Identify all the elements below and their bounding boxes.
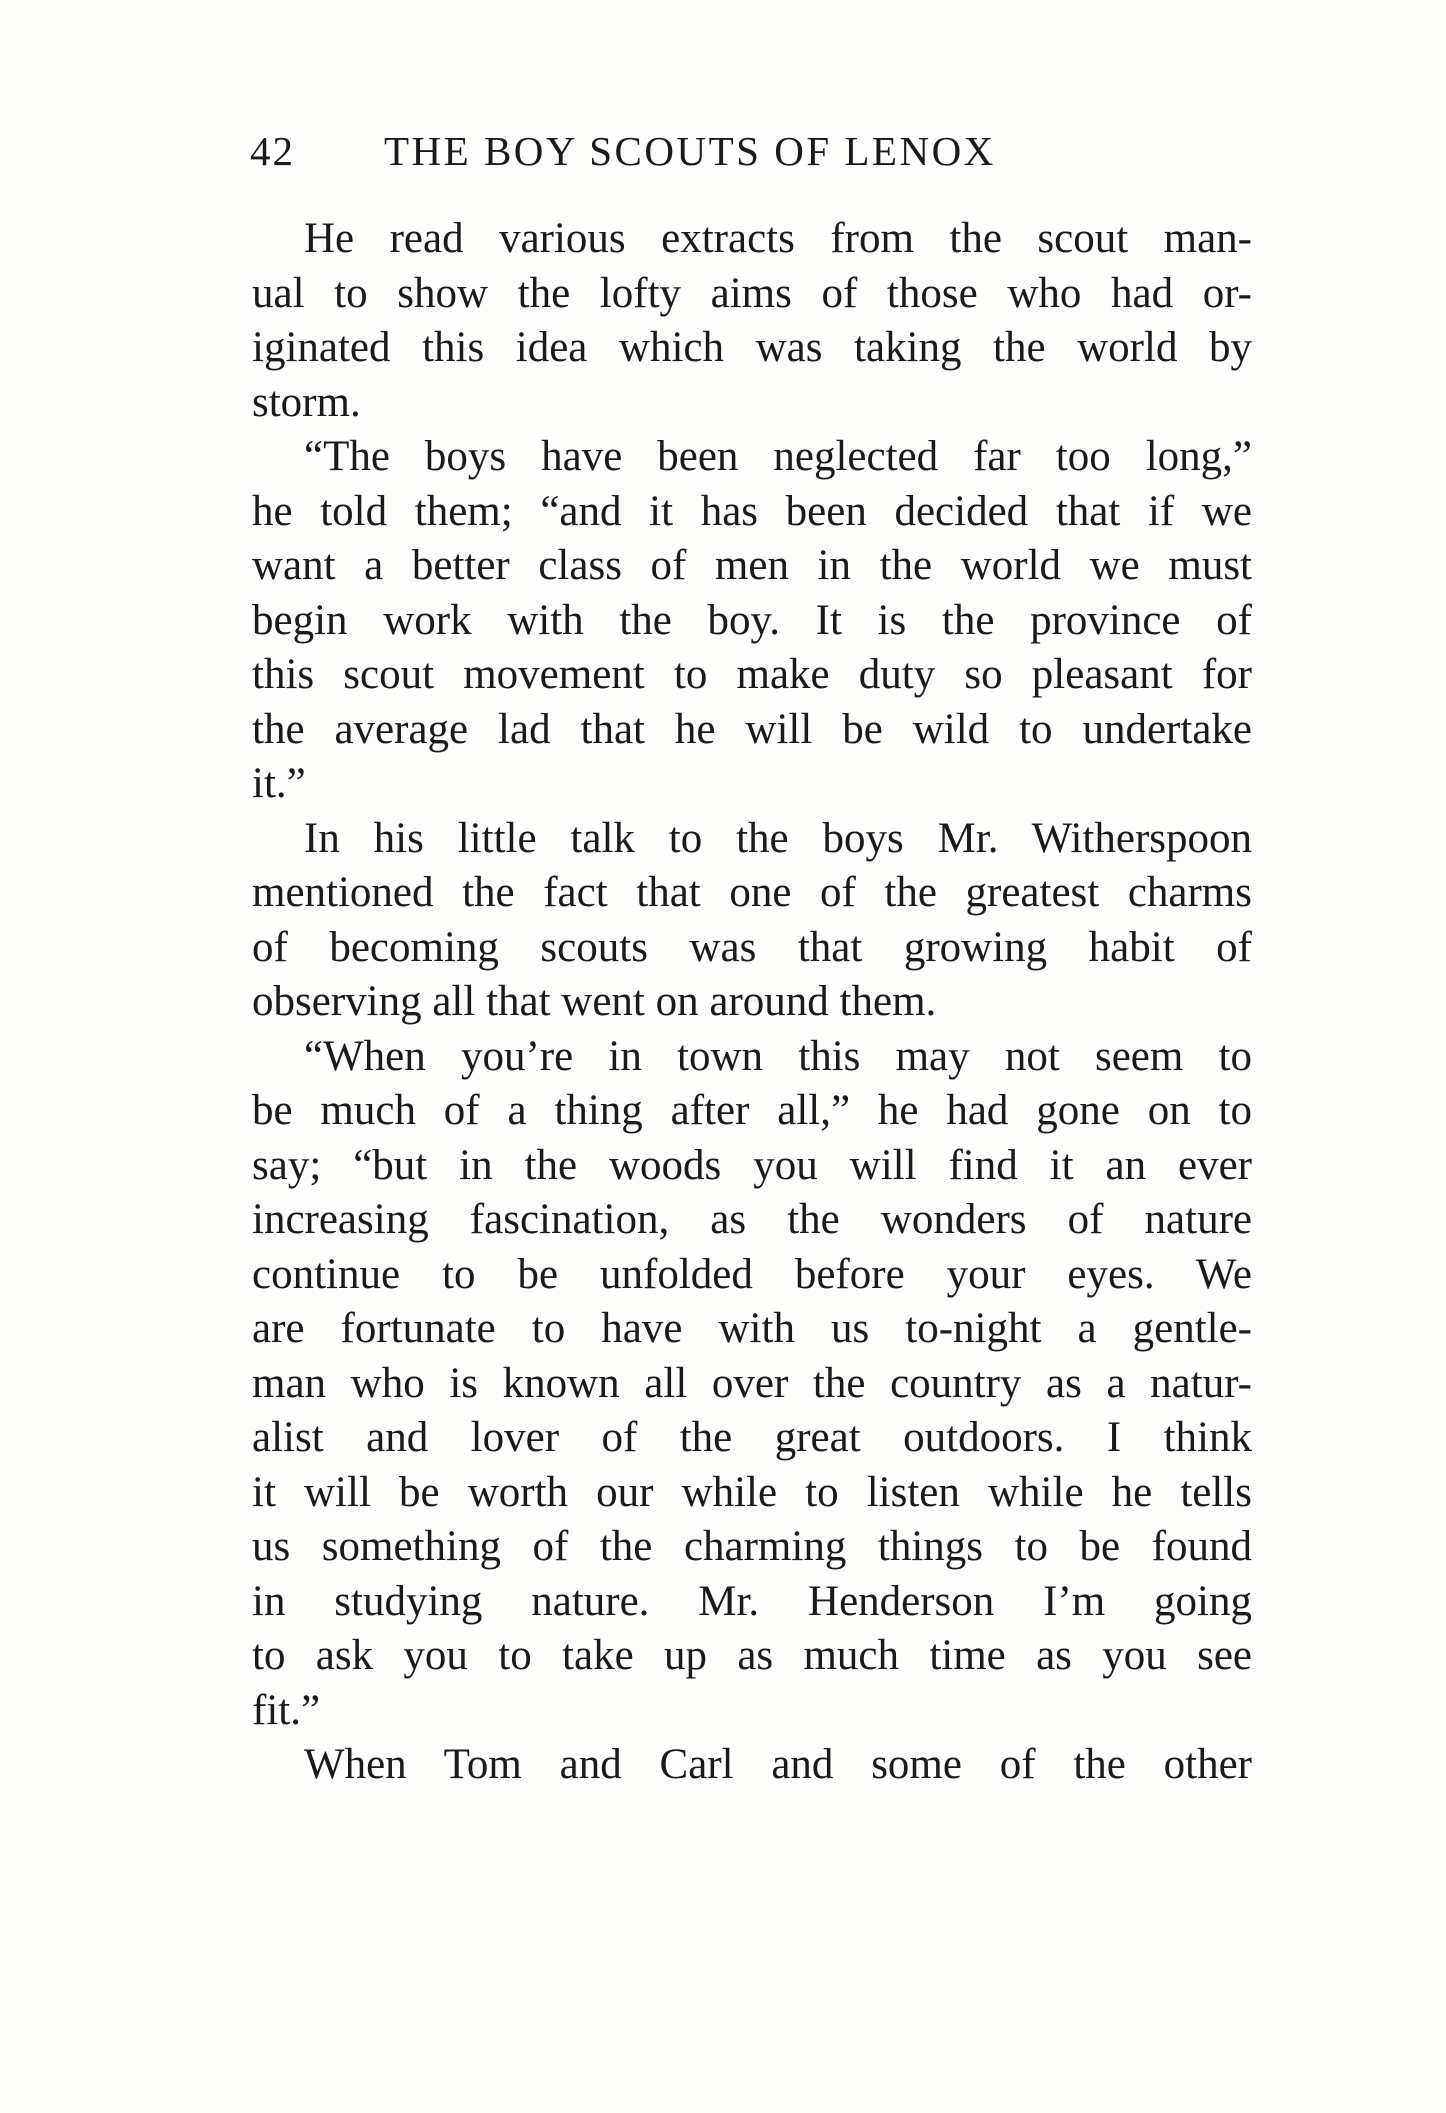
text-line: are fortunate to have with us to-night a gentle- bbox=[252, 1305, 1252, 1352]
text-line: ual to show the lofty aims of those who had or- bbox=[252, 269, 1252, 317]
text-line: begin work with the boy. It is the province of bbox=[252, 596, 1252, 644]
text-line: observing all that went on around them. bbox=[252, 978, 937, 1025]
text-line: it will be worth our while to listen while he tells bbox=[252, 1468, 1252, 1516]
text-line: fit.” bbox=[252, 1686, 321, 1734]
running-head-title: THE BOY SCOUTS OF LENOX bbox=[384, 128, 996, 174]
text-line: “When you’re in town this may not seem to bbox=[304, 1032, 1252, 1080]
page-number: 42 bbox=[250, 128, 295, 174]
text-line: iginated this idea which was taking the world by bbox=[252, 324, 1252, 371]
running-head bbox=[250, 126, 1250, 176]
text-line: it.” bbox=[252, 760, 306, 807]
text-line: want a better class of men in the world we must bbox=[252, 542, 1252, 589]
text-line: continue to be unfolded before your eyes. We bbox=[252, 1250, 1252, 1298]
text-line: “The boys have been neglected far too long,” bbox=[304, 433, 1252, 480]
text-line: to ask you to take up as much time as you see bbox=[252, 1632, 1252, 1679]
text-line: he told them; “and it has been decided that if we bbox=[252, 487, 1252, 535]
text-line: in studying nature. Mr. Henderson I’m going bbox=[252, 1577, 1252, 1625]
text-line: alist and lover of the great outdoors. I think bbox=[252, 1414, 1252, 1461]
text-line: of becoming scouts was that growing habit of bbox=[252, 923, 1252, 971]
text-line: man who is known all over the country as a natur- bbox=[252, 1359, 1252, 1407]
text-line: say; “but in the woods you will find it an ever bbox=[252, 1141, 1252, 1189]
text-line: mentioned the fact that one of the greatest charms bbox=[252, 869, 1252, 916]
text-line: this scout movement to make duty so pleasant for bbox=[252, 651, 1252, 698]
text-line: us something of the charming things to be found bbox=[252, 1523, 1252, 1570]
text-line: increasing fascination, as the wonders of nature bbox=[252, 1196, 1252, 1243]
text-line: In his little talk to the boys Mr. Witherspoon bbox=[304, 814, 1252, 862]
text-line: the average lad that he will be wild to undertake bbox=[252, 705, 1252, 753]
body-text bbox=[252, 212, 1252, 1793]
text-line: storm. bbox=[252, 378, 361, 426]
text-line: be much of a thing after all,” he had gone on to bbox=[252, 1087, 1252, 1134]
text-line: He read various extracts from the scout man- bbox=[304, 215, 1252, 262]
text-line: When Tom and Carl and some of the other bbox=[304, 1741, 1252, 1788]
